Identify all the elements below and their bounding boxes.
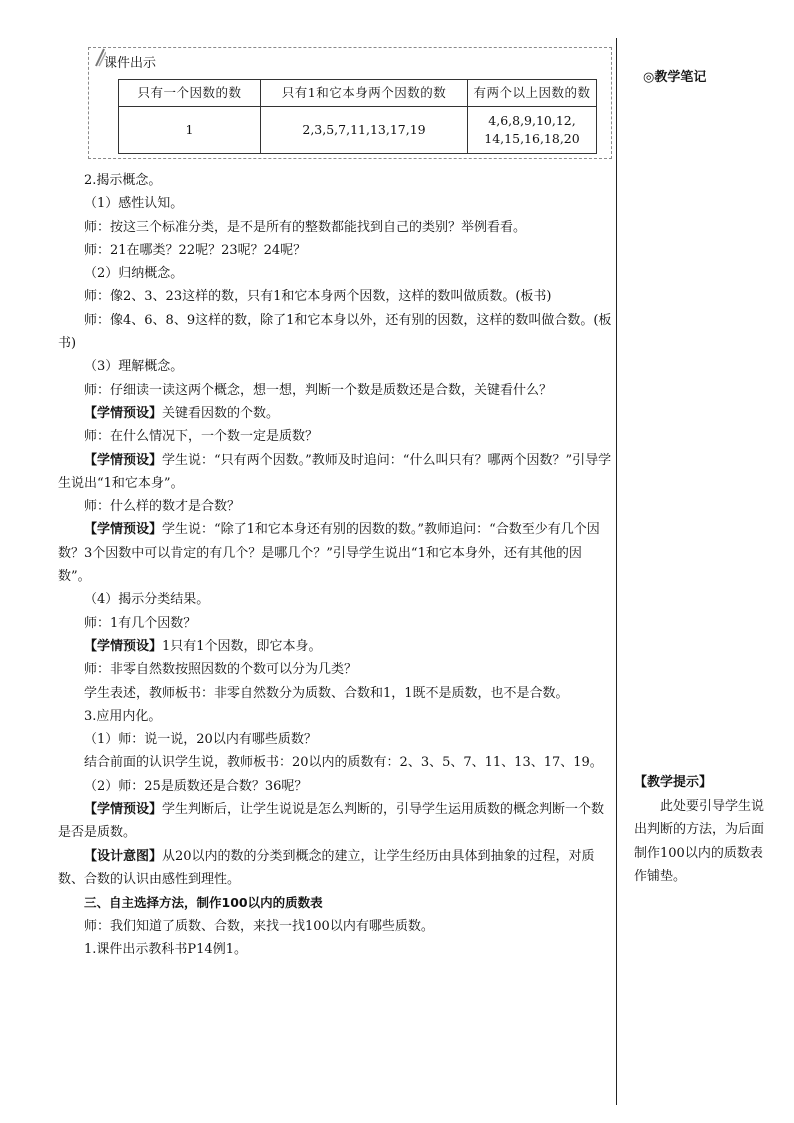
paragraph: 师：像2、3、23这样的数，只有1和它本身两个因数，这样的数叫做质数。(板书) — [84, 289, 552, 305]
paragraph — [58, 798, 614, 845]
table-header: 有两个以上因数的数 — [468, 80, 597, 107]
paragraph: 师：非零自然数按照因数的个数可以分为几类？ — [84, 662, 358, 678]
teaching-tip-title: 【教学提示】 — [634, 775, 713, 790]
preset-tag: 【学情预设】 — [84, 522, 163, 538]
section-step: 2.揭示概念。 — [84, 173, 162, 188]
lesson-content — [58, 169, 614, 961]
teaching-notes-title: ◎教学笔记 — [643, 70, 707, 85]
paragraph: 师：什么样的数才是合数？ — [84, 499, 241, 515]
design-intent-text: 从20以内的数的分类到概念的建立，让学生经历由具体到抽象的过程，对质数、合数的认识由感性到理性。 — [58, 848, 595, 887]
paragraph: 1.课件出示教科书P14例1。 — [84, 941, 247, 957]
paragraph: （1）师：说一说，20以内有哪些质数？ — [84, 732, 317, 748]
preset-text: 关键看因数的个数。 — [162, 405, 280, 421]
paragraph: 学生表述，教师板书：非零自然数分为质数、合数和1，1既不是质数，也不是合数。 — [84, 685, 569, 701]
table-cell-line: 4,6,8,9,10,12, — [488, 113, 576, 128]
table-cell: 1 — [119, 107, 261, 154]
preset-tag: 【学情预设】 — [84, 638, 163, 654]
substep-heading: （4）揭示分类结果。 — [84, 592, 210, 608]
preset-tag: 【学情预设】 — [84, 802, 163, 818]
table-header: 只有1和它本身两个因数的数 — [261, 80, 468, 107]
paragraph: 师：按这三个标准分类，是不是所有的整数都能找到自己的类别？举例看看。 — [84, 219, 527, 235]
preset-text: 学生说：“只有两个因数。”教师及时追问：“什么叫只有？哪两个因数？”引导学生说出“1和它本身”。 — [58, 452, 612, 491]
table-cell — [468, 107, 597, 154]
section-heading: 三、自主选择方法，制作100以内的质数表 — [84, 895, 323, 911]
teaching-tip-text: 此处要引导学生说出判断的方法，为后面制作100以内的质数表作铺垫。 — [634, 798, 765, 884]
preset-text: 1只有1个因数，即它本身。 — [162, 638, 322, 654]
paragraph: 结合前面的认识学生说，教师板书：20以内的质数有：2、3、5、7、11、13、17、19。 — [84, 755, 603, 771]
substep-heading: （1）感性认知。 — [84, 196, 184, 212]
factor-classification-table — [118, 79, 597, 154]
paragraph — [58, 845, 614, 892]
table-header-row — [119, 80, 597, 107]
table-cell: 2,3,5,7,11,13,17,19 — [261, 107, 468, 154]
courseware-label: 课件出示 — [104, 56, 157, 71]
table-cell-line: 14,15,16,18,20 — [484, 131, 580, 146]
substep-heading: （3）理解概念。 — [84, 359, 184, 375]
section-step: 3.应用内化。 — [84, 708, 162, 724]
paragraph: （2）师：25是质数还是合数？36呢？ — [84, 778, 308, 794]
substep-heading: （2）归纳概念。 — [84, 266, 184, 282]
table-header: 只有一个因数的数 — [119, 80, 261, 107]
table-row — [119, 107, 597, 154]
paragraph — [58, 449, 614, 496]
preset-tag: 【学情预设】 — [84, 405, 163, 421]
paragraph: 师：我们知道了质数、合数，来找一找100以内有哪些质数。 — [84, 918, 434, 934]
paragraph — [58, 635, 614, 658]
paragraph: 师：仔细读一读这两个概念，想一想，判断一个数是质数还是合数，关键看什么？ — [84, 382, 553, 398]
paragraph: 师：在什么情况下，一个数一定是质数？ — [84, 429, 319, 445]
column-divider — [616, 38, 617, 1105]
design-intent-tag: 【设计意图】 — [84, 848, 163, 864]
preset-tag: 【学情预设】 — [84, 452, 163, 468]
paragraph — [58, 518, 614, 588]
paragraph: 师：像4、6、8、9这样的数，除了1和它本身以外，还有别的因数，这样的数叫做合数。(板书) — [58, 312, 612, 352]
paragraph: 师：1有几个因数？ — [84, 615, 197, 631]
teaching-tip — [634, 771, 766, 889]
preset-text: 学生说：“除了1和它本身还有别的因数的数。”教师追问：“合数至少有几个因数？3个因数中可以肯定的有几个？是哪几个？”引导学生说出“1和它本身外，还有其他的因数”。 — [58, 522, 600, 585]
preset-text: 学生判断后，让学生说说是怎么判断的，引导学生运用质数的概念判断一个数是否是质数。 — [58, 802, 605, 841]
paragraph — [58, 402, 614, 425]
paragraph: 师：21在哪类？22呢？23呢？24呢？ — [84, 242, 307, 258]
